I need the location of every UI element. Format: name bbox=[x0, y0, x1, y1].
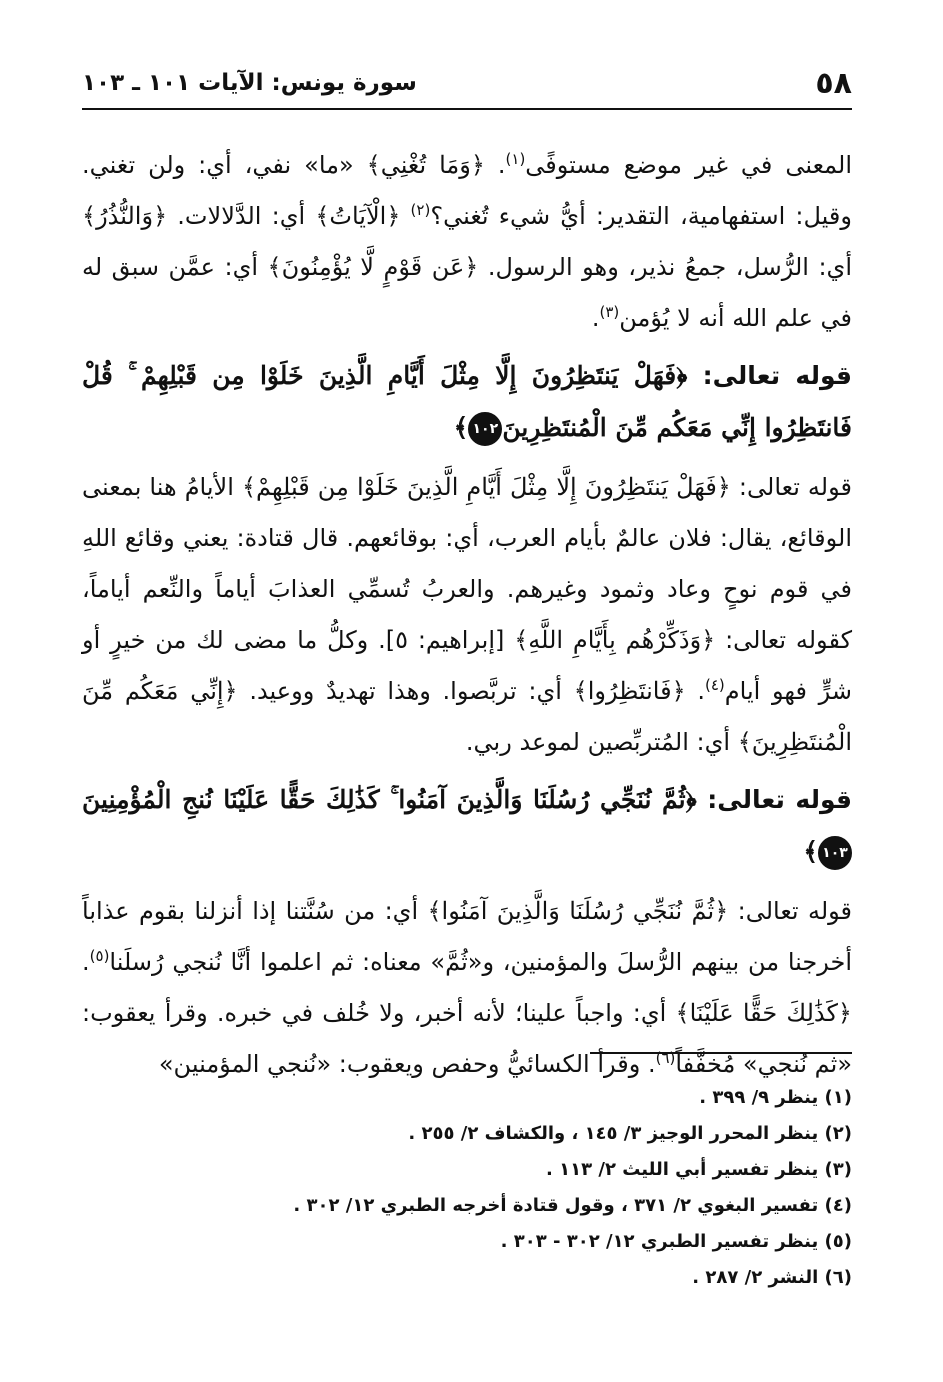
text-run: قوله تعالى: bbox=[696, 785, 853, 814]
commentary-paragraph bbox=[82, 886, 852, 1090]
text-run: أي: من سُنَّتنا إذا أنزلنا بقوم عذاباً أخرجنا من بينهم الرُّسلَ والمؤمنين، و«ثُمَّ» معناه: ثم اعلموا أنَّا نُنجي رُسلَنا bbox=[82, 897, 852, 976]
text-run: قوله تعالى: bbox=[728, 897, 853, 925]
footnote-marker: (٥) bbox=[89, 947, 110, 965]
footnote: (٥) ينظر تفسير الطبري ١٢/ ٣٠٢ - ٣٠٣ . bbox=[500, 1231, 852, 1252]
quran-quote: ﴿إِنِّي مَعَكُم مِّنَ الْمُنتَظِرِينَ﴾ bbox=[82, 677, 852, 756]
ayah-number-badge: ١٠٢ bbox=[468, 412, 502, 446]
footnote: (٣) ينظر تفسير أبي الليث ٢/ ١١٣ . bbox=[546, 1159, 852, 1180]
footnote: (٤) تفسير البغوي ٢/ ٣٧١ ، وقول قتادة أخرجه الطبري ١٢/ ٣٠٢ . bbox=[293, 1195, 852, 1216]
text-run: أي: تربَّصوا. وهذا تهديدٌ ووعيد. bbox=[237, 677, 574, 705]
footnote-marker: (٣) bbox=[599, 303, 620, 321]
text-run: . bbox=[591, 304, 600, 332]
quran-quote: ﴿عَن قَوْمٍ لَّا يُؤْمِنُونَ﴾ bbox=[267, 253, 479, 281]
quran-quote: ﴿ثُمَّ نُنَجِّي رُسُلَنَا وَالَّذِينَ آمَنُوا﴾ bbox=[427, 897, 729, 925]
commentary-paragraph bbox=[82, 462, 852, 768]
quran-quote: ﴿فَهَلْ يَنتَظِرُونَ إِلَّا مِثْلَ أَيَّامِ الَّذِينَ خَلَوْا مِن قَبْلِهِمْ ۚ قُلْ فَانتَظِرُوا إِنِّي مَعَكُم مِّنَ الْمُنتَظِرِينَ bbox=[82, 361, 852, 442]
page-number: ٥٨ bbox=[815, 66, 852, 101]
text-run: . وقرأ الكسائيُّ وحفص ويعقوب: «نُنجي المؤمنين» bbox=[158, 1050, 656, 1078]
footnote-separator bbox=[590, 1052, 852, 1054]
quran-quote: ﴿وَالنُّذُرُ﴾ bbox=[82, 202, 168, 230]
surah-title: سورة يونس: الآيات ١٠١ ـ ١٠٣ bbox=[82, 70, 417, 96]
quran-quote: ﴿ثُمَّ نُنَجِّي رُسُلَنَا وَالَّذِينَ آمَنُوا ۚ كَذَٰلِكَ حَقًّا عَلَيْنَا نُنجِ الْمُؤْمِنِينَ bbox=[82, 785, 697, 814]
commentary-paragraph bbox=[82, 140, 852, 344]
text-run: . bbox=[685, 677, 705, 705]
verse-heading bbox=[82, 774, 852, 878]
header-rule bbox=[82, 108, 852, 110]
running-header bbox=[82, 66, 852, 106]
text-run: أي: الدَّلالات. bbox=[167, 202, 316, 230]
quran-quote: ﴿فَهَلْ يَنتَظِرُونَ إِلَّا مِثْلَ أَيَّامِ الَّذِينَ خَلَوْا مِن قَبْلِهِمْ﴾ bbox=[241, 473, 731, 501]
footnote-marker: (٢) bbox=[410, 201, 431, 219]
ayah-number-badge: ١٠٣ bbox=[818, 836, 852, 870]
quran-quote: ﴿الْآيَاتُ﴾ bbox=[315, 202, 401, 230]
text-run: قوله تعالى: bbox=[730, 473, 852, 501]
footnote: (٢) ينظر المحرر الوجيز ٣/ ١٤٥ ، والكشاف ٢/ ٢٥٥ . bbox=[408, 1123, 852, 1144]
text-run bbox=[400, 202, 410, 230]
quran-quote: ﴿وَمَا تُغْنِي﴾ bbox=[366, 151, 485, 179]
quran-quote: ﴿كَذَٰلِكَ حَقًّا عَلَيْنَا﴾ bbox=[675, 999, 852, 1027]
footnote: (١) ينظر ٩/ ٣٩٩ . bbox=[699, 1087, 852, 1108]
text-run: الأيامُ هنا بمعنى الوقائع، يقال: فلان عالمٌ بأيام العرب، أي: بوقائعهم. قال قتادة: يعني وقائع اللهِ في قوم نوحٍ وعاد وثمود وغيرهم. والعربُ تُسمِّي العذابَ أياماً والنِّعم أياماً، كقوله تعالى: bbox=[82, 473, 853, 654]
footnote-marker: (٦) bbox=[655, 1049, 676, 1067]
text-run: أي: واجباً علينا؛ لأنه أخبر، ولا خُلف في خبره. وقرأ يعقوب: «ثم نُنجي» مُخفَّفاً bbox=[82, 999, 852, 1078]
footnote: (٦) النشر ٢/ ٢٨٧ . bbox=[692, 1267, 852, 1288]
quran-quote: ﴾ bbox=[803, 837, 818, 866]
text-run: أي: عمَّن سبق له في علم الله أنه لا يُؤمن bbox=[82, 253, 852, 332]
text-run: أي: المُتربِّصين لموعد ربي. bbox=[465, 728, 738, 756]
verse-heading bbox=[82, 350, 852, 454]
footnotes bbox=[82, 1080, 852, 1296]
quran-quote: ﴿وَذَكِّرْهُم بِأَيَّامِ اللَّهِ﴾ bbox=[514, 626, 716, 654]
main-text bbox=[82, 140, 852, 1090]
text-run: قوله تعالى: bbox=[687, 361, 853, 390]
text-run: «ما» نفي، أي: ولن تغني. وقيل: استفهامية، التقدير: أيُّ شيء تُغني؟ bbox=[82, 151, 852, 230]
quran-quote: ﴾ bbox=[453, 413, 469, 442]
text-run: أي: الرُّسل، جمعُ نذير، وهو الرسول. bbox=[478, 253, 853, 281]
text-run: [إبراهيم: ٥]. وكلُّ ما مضى لك من خيرٍ أو شرٍّ فهو أيام bbox=[82, 626, 852, 705]
text-run: المعنى في غير موضع مستوفًى bbox=[525, 151, 853, 179]
text-run: . bbox=[484, 151, 506, 179]
footnote-marker: (٤) bbox=[705, 676, 725, 694]
text-run: . bbox=[82, 948, 90, 976]
footnote-marker: (١) bbox=[505, 150, 526, 168]
quran-quote: ﴿فَانتَظِرُوا﴾ bbox=[573, 677, 686, 705]
